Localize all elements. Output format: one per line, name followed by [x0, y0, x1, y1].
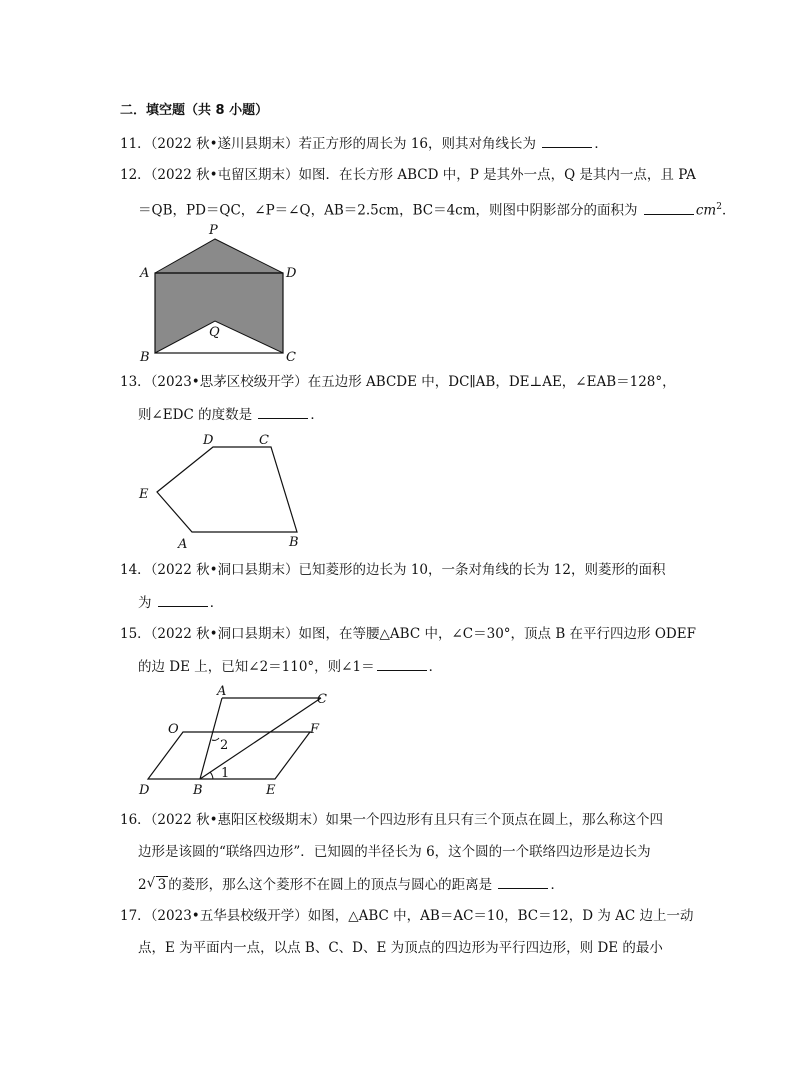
angle-label-1: 1: [221, 766, 230, 781]
label-p: P: [209, 223, 218, 238]
label-a: A: [178, 537, 188, 552]
question-16-line1: 16．（2022 秋•惠阳区校级期末）如果一个四边形有且只有三个顶点在圆上，那么称这个四: [120, 812, 664, 828]
q11-text: 11．（2022 秋•遂川县期末）若正方形的周长为 16，则其对角线长为: [120, 136, 537, 152]
angle-label-2: 2: [220, 738, 229, 753]
question-17-line1: 17．（2023•五华县校级开学）如图，△ABC 中，AB＝AC＝10，BC＝12，D 为 AC 边上一动: [120, 908, 694, 924]
label-c: C: [286, 350, 296, 365]
question-13-line2: [138, 404, 324, 425]
label-d: D: [139, 783, 150, 798]
label-d: D: [286, 266, 297, 281]
figure-q12-rectangle: [130, 220, 310, 365]
label-q: Q: [209, 325, 220, 340]
answer-blank[interactable]: [158, 592, 208, 607]
question-14-line2: [138, 592, 223, 613]
answer-blank[interactable]: [258, 404, 308, 419]
period: ．: [310, 407, 324, 423]
question-16-line2: 边形是该圆的“联络四边形”．已知圆的半径长为 6，这个圆的一个联络四边形是边长为: [138, 844, 651, 860]
radicand: 3: [157, 877, 167, 893]
answer-blank[interactable]: [542, 133, 592, 148]
q14-text: 为: [138, 595, 152, 611]
q16-text: 的菱形，那么这个菱形不在圆上的顶点与圆心的距离是: [168, 877, 493, 893]
period: ．: [594, 136, 608, 152]
period: ．: [428, 659, 443, 675]
period: ．: [209, 595, 224, 611]
period: ．: [721, 202, 736, 219]
q12-text: ＝QB，PD＝QC，∠P＝∠Q，AB＝2.5cm，BC＝4cm，则图中阴影部分的面积为: [138, 202, 638, 219]
answer-blank[interactable]: [377, 656, 427, 671]
period: ．: [550, 877, 564, 893]
answer-blank[interactable]: [644, 200, 694, 215]
label-b: B: [193, 783, 203, 798]
label-b: B: [140, 350, 150, 365]
label-c: C: [317, 692, 327, 707]
question-15-line2: [138, 656, 442, 677]
question-13-line1: 13．（2023•思茅区校级开学）在五边形 ABCDE 中，DC∥AB，DE⊥AE，∠EAB＝128°，: [120, 374, 676, 390]
question-11: [120, 133, 608, 154]
label-a: A: [140, 266, 150, 281]
radical-coef: 2: [138, 877, 147, 893]
label-a: A: [217, 684, 227, 699]
section-title: 二．填空题（共 8 小题）: [120, 103, 269, 118]
unit-exponent: 2: [716, 202, 722, 212]
label-d: D: [203, 433, 214, 448]
question-12-line2: [138, 197, 735, 221]
answer-blank[interactable]: [498, 874, 548, 889]
label-e: E: [139, 487, 149, 502]
label-f: F: [310, 722, 320, 737]
question-17-line2: 点，E 为平面内一点，以点 B、C、D、E 为顶点的四边形为平行四边形，则 DE 的最小: [138, 940, 663, 956]
label-b: B: [289, 535, 299, 550]
figure-q13-pentagon: [135, 428, 315, 553]
label-o: O: [168, 722, 179, 737]
unit: cm: [695, 202, 717, 219]
figure-q15-parallelogram: [135, 680, 345, 800]
question-14-line1: 14．（2022 秋•洞口县期末）已知菱形的边长为 10，一条对角线的长为 12，则菱形的面积: [120, 562, 666, 578]
question-16-line3: [138, 874, 564, 895]
q13-text: 则∠EDC 的度数是: [138, 407, 253, 423]
sqrt-symbol: √ 3: [146, 875, 167, 893]
q15-text: 的边 DE 上，已知∠2＝110°，则∠1＝: [138, 659, 375, 675]
label-c: C: [259, 433, 269, 448]
label-e: E: [266, 783, 276, 798]
question-15-line1: 15．（2022 秋•洞口县期末）如图，在等腰△ABC 中，∠C＝30°，顶点 B 在平行四边形 ODEF: [120, 626, 696, 642]
question-12-line1: 12．（2022 秋•屯留区期末）如图．在长方形 ABCD 中，P 是其外一点，Q 是其内一点，且 PA: [120, 167, 696, 183]
